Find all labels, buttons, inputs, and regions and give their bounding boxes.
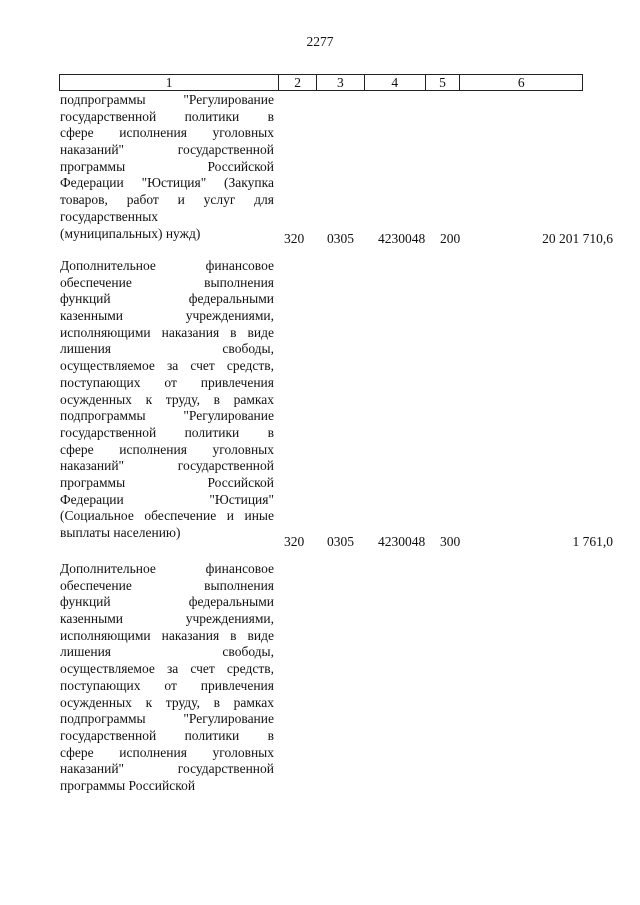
page-number: 2277 xyxy=(306,34,334,49)
desc-line: государственной политики в xyxy=(60,108,274,124)
desc-line: подпрограммы "Регулирование xyxy=(60,408,274,424)
desc-line: осуществляемое за счет средств, xyxy=(60,661,274,677)
desc-line: поступающих от привлечения xyxy=(60,677,274,693)
desc-line: сфере исполнения уголовных xyxy=(60,744,274,760)
desc-line: осуществляемое за счет средств, xyxy=(60,358,274,374)
desc-line: исполняющими наказания в виде xyxy=(60,627,274,643)
desc-line: выплаты населению) xyxy=(60,525,181,540)
row-1-code-col5: 200 xyxy=(440,231,461,246)
desc-line: казенными учреждениями, xyxy=(60,308,274,324)
header-col-1: 1 xyxy=(60,75,279,90)
desc-line: осужденных к труду, в рамках xyxy=(60,391,274,407)
row-2-code-col4: 4230048 xyxy=(378,534,426,549)
desc-line: (муниципальных) нужд) xyxy=(60,225,201,241)
desc-line: государственных xyxy=(60,208,159,224)
header-col-2: 2 xyxy=(279,75,317,90)
desc-line: осужденных к труду, в рамках xyxy=(60,694,274,710)
desc-line: сфере исполнения уголовных xyxy=(60,125,274,141)
desc-line: обеспечение выполнения xyxy=(60,577,274,593)
desc-line: государственной политики в xyxy=(60,424,274,440)
desc-line: программы Российской xyxy=(60,474,274,490)
desc-line: сфере исполнения уголовных xyxy=(60,441,274,457)
desc-line: наказаний" государственной xyxy=(60,458,274,474)
header-col-3: 3 xyxy=(317,75,365,90)
desc-line: государственной политики в xyxy=(60,727,274,743)
row-2-amount: 1 761,0 xyxy=(572,534,613,549)
row-2-code-col2: 320 xyxy=(284,534,305,549)
table-row-3-description xyxy=(60,561,274,795)
table-header xyxy=(59,74,583,91)
desc-line: (Социальное обеспечение и иные xyxy=(60,508,274,524)
desc-line: Дополнительное финансовое xyxy=(60,258,274,273)
header-col-6: 6 xyxy=(517,75,525,90)
desc-line: подпрограммы "Регулирование xyxy=(60,711,274,727)
header-col-4: 4 xyxy=(365,75,426,90)
row-1-amount: 20 201 710,6 xyxy=(542,231,613,246)
header-col-5: 5 xyxy=(426,75,461,90)
desc-line: исполняющими наказания в виде xyxy=(60,324,274,340)
desc-line: Дополнительное финансовое xyxy=(60,561,274,576)
row-1-code-col2: 320 xyxy=(284,231,305,246)
table-row-2-description xyxy=(60,258,274,542)
desc-line: поступающих от привлечения xyxy=(60,374,274,390)
desc-line: лишения свободы, xyxy=(60,644,274,660)
desc-line: казенными учреждениями, xyxy=(60,611,274,627)
row-1-code-col3: 0305 xyxy=(327,231,354,246)
desc-line: товаров, работ и услуг для xyxy=(60,192,274,208)
desc-line: Федерации "Юстиция" (Закупка xyxy=(60,175,274,191)
desc-line: наказаний" государственной xyxy=(60,142,274,158)
desc-line: Федерации "Юстиция" xyxy=(60,491,274,507)
row-1-code-col4: 4230048 xyxy=(378,231,426,246)
desc-line: подпрограммы "Регулирование xyxy=(60,92,274,107)
desc-line: наказаний" государственной xyxy=(60,761,274,777)
row-2-code-col5: 300 xyxy=(440,534,461,549)
row-2-code-col3: 0305 xyxy=(327,534,354,549)
desc-line: программы Российской xyxy=(60,158,274,174)
desc-line: программы Российской xyxy=(60,777,196,793)
desc-line: лишения свободы, xyxy=(60,341,274,357)
desc-line: обеспечение выполнения xyxy=(60,274,274,290)
desc-line: функций федеральными xyxy=(60,291,274,307)
table-row-1-description xyxy=(60,92,274,242)
desc-line: функций федеральными xyxy=(60,594,274,610)
